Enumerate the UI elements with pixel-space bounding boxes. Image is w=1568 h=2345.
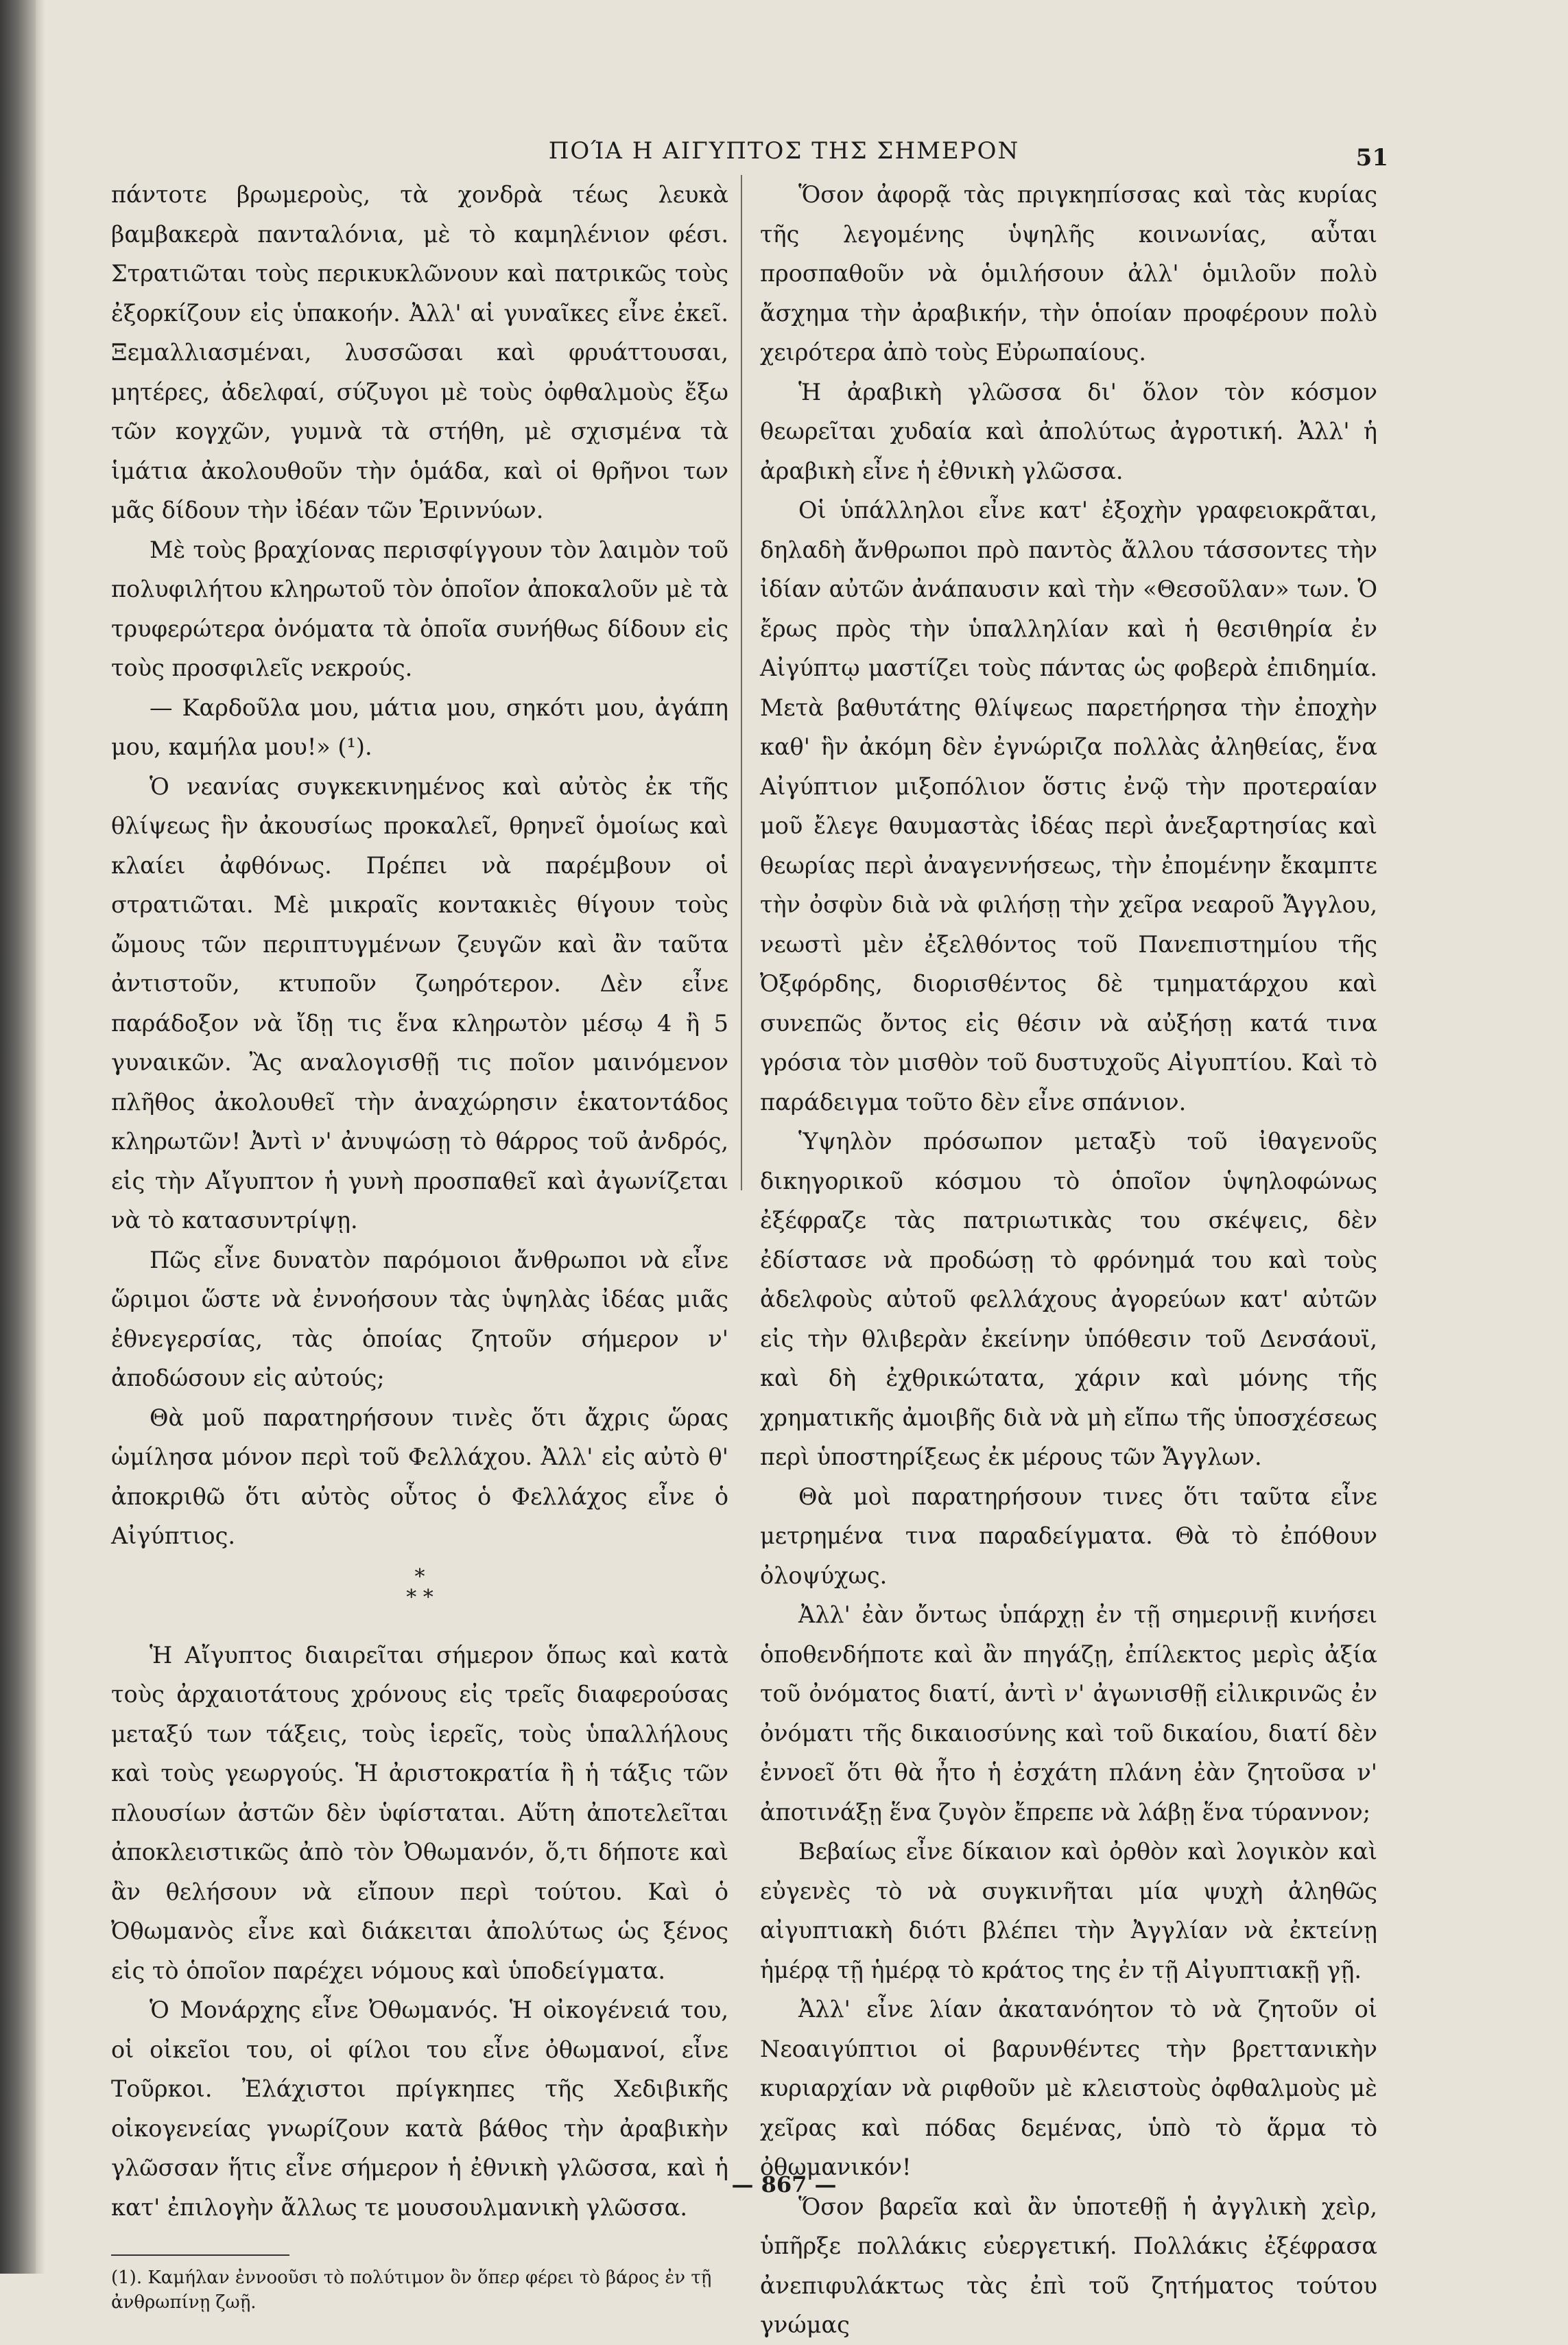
- paragraph: Ἀλλ' εἶνε λίαν ἀκατανόητον τὸ νὰ ζητοῦν οἱ Νεοαιγύπτιοι οἱ βαρυνθέντες τὴν βρεττανικὴν κυριαρχίαν νὰ ριφθοῦν μὲ κλειστοὺς ὀφθαλμοὺς μὲ χεῖρας καὶ πόδας δεμένας, ὑπὸ τὸ ἅρμα τὸ ὀθωμανικόν!: [760, 1996, 1377, 2180]
- column-divider: [741, 175, 742, 1190]
- dialogue-line: — Καρδοῦλα μου, μάτια μου, σηκότι μου, ἀγάπη μου, καμήλα μου!» (¹).: [111, 694, 728, 760]
- paragraph: Ὁ νεανίας συγκεκινημένος καὶ αὐτὸς ἐκ τῆς θλίψεως ἣν ἀκουσίως προκαλεῖ, θρηνεῖ ὁμοίως καὶ κλαίει ἀφθόνως. Πρέπει νὰ παρέμβουν οἱ στρατιῶται. Μὲ μικραῖς κοντακιὲς θίγουν τοὺς ὤμους τῶν περιπτυγμένων ζευγῶν καὶ ἂν ταῦτα ἀντιστοῦν, κτυποῦν ζωηρότερον. Δὲν εἶνε παράδοξον νὰ ἴδῃ τις ἕνα κληρωτὸν μέσῳ 4 ἢ 5 γυναικῶν. Ἂς αναλογισθῇ τις ποῖον μαινόμενον πλῆθος ἀκολουθεῖ τὴν ἀναχώρησιν ἑκατοντάδος κληρωτῶν! Ἀντὶ ν' ἀνυψώσῃ τὸ θάρρος τοῦ ἀνδρός, εἰς τὴν Αἴγυπτον ἡ γυνὴ προσπαθεῖ καὶ ἀγωνίζεται νὰ τὸ κατασυντρίψῃ.: [111, 773, 728, 1234]
- paragraph: Οἱ ὑπάλληλοι εἶνε κατ' ἐξοχὴν γραφειοκρᾶται, δηλαδὴ ἄνθρωποι πρὸ παντὸς ἄλλου τάσσοντες τὴν ἰδίαν αὐτῶν ἀνάπαυσιν καὶ τὴν «Θεσοῦλαν» των. Ὁ ἔρως πρὸς τὴν ὑπαλληλίαν καὶ ἡ θεσιθηρία ἐν Αἰγύπτῳ μαστίζει τοὺς πάντας ὡς φοβερὰ ἐπιδημία. Μετὰ βαθυτάτης θλίψεως παρετήρησα τὴν ἐποχὴν καθ' ἣν ἀκόμη δὲν ἐγνώριζα πολλὰς ἀληθείας, ἕνα Αἰγύπτιον μιξοπόλιον ὅστις ἐνῷ τὴν προτεραίαν μοῦ ἔλεγε θαυμαστὰς ἰδέας περὶ ἀνεξαρτησίας καὶ θεωρίας περὶ ἀναγεννήσεως, τὴν ἐπομένην ἔκαμπτε τὴν ὀσφὺν διὰ νὰ φιλήσῃ τὴν χεῖρα νεαροῦ Ἄγγλου, νεωστὶ μὲν ἐξελθόντος τοῦ Πανεπιστημίου τῆς Ὀξφόρδης, διορισθέντος δὲ τμηματάρχου καὶ συνεπῶς ὄντος εἰς θέσιν νὰ αὐξήσῃ κατά τινα γρόσια τὸν μισθὸν τοῦ δυστυχοῦς Αἰγυπτίου. Καὶ τὸ παράδειγμα τοῦτο δὲν εἶνε σπάνιον.: [760, 497, 1377, 1116]
- paragraph: Ὁ Μονάρχης εἶνε Ὀθωμανός. Ἡ οἰκογένειά του, οἱ οἰκεῖοι του, οἱ φίλοι του εἶνε ὀθωμανοί, εἶνε Τοῦρκοι. Ἐλάχιστοι πρίγκηπες τῆς Χεδιβικῆς οἰκογενείας γνωρίζουν κατὰ βάθος τὴν ἀραβικὴν γλῶσσαν ἥτις εἶνε σήμερον ἡ ἐθνικὴ γλῶσσα, καὶ ἡ κατ' ἐπιλογὴν ἄλλως τε μουσουλμανικὴ γλῶσσα.: [111, 1996, 728, 2221]
- binding-gutter: [0, 0, 36, 2274]
- footnote: (1). Καμήλαν ἐννοοῦσι τὸ πολύτιμον ὃν ὅπερ φέρει τὸ βάρος ἐν τῇ ἀνθρωπίνῃ ζωῇ.: [111, 2267, 712, 2313]
- paragraph: Βεβαίως εἶνε δίκαιον καὶ ὀρθὸν καὶ λογικὸν καὶ εὐγενὲς τὸ νὰ συγκινῆται μία ψυχὴ ἀληθῶς αἰγυπτιακὴ διότι βλέπει τὴν Ἀγγλίαν νὰ ἐκτείνῃ ἡμέρᾳ τῇ ἡμέρᾳ τὸ κράτος της ἐν τῇ Αἰγυπτιακῇ γῇ.: [760, 1838, 1377, 1983]
- running-title: ΠΟΊΑ Η ΑΙΓΥΠΤΟΣ ΤΗΣ ΣΗΜΕΡΟΝ: [548, 137, 1020, 165]
- left-column: [111, 175, 728, 2315]
- page-number: 51: [1355, 144, 1388, 172]
- page-edge-shadow: [36, 0, 45, 2274]
- bottom-folio: — 867 —: [731, 2171, 837, 2197]
- paragraph: Πῶς εἶνε δυνατὸν παρόμοιοι ἄνθρωποι νὰ εἶνε ὥριμοι ὥστε νὰ ἐννοήσουν τὰς ὑψηλὰς ἰδέας μιᾶς ἐθνεγερσίας, τὰς ὁποίας ζητοῦν σήμερον ν' ἀποδώσουν εἰς αὐτούς;: [111, 1246, 728, 1391]
- paragraph: Μὲ τοὺς βραχίονας περισφίγγουν τὸν λαιμὸν τοῦ πολυφιλήτου κληρωτοῦ τὸν ὁποῖον ἀποκαλοῦν μὲ τὰ τρυφερώτερα ὀνόματα τὰ ὁποῖα συνήθως δίδουν εἰς τοὺς προσφιλεῖς νεκρούς.: [111, 536, 728, 681]
- section-break-asterism: * * *: [406, 1564, 433, 1610]
- paragraph: Ἀλλ' ἐὰν ὄντως ὑπάρχῃ ἐν τῇ σημερινῇ κινήσει ὁποθενδήποτε καὶ ἂν πηγάζῃ, ἐπίλεκτος μερὶς ἀξία τοῦ ὀνόματος διατί, ἀντὶ ν' ἀγωνισθῇ εἰλικρινῶς ἐν ὀνόματι τῆς δικαιοσύνης καὶ τοῦ δικαίου, διατί δὲν ἐννοεῖ ὅτι θὰ ἦτο ἡ ἐσχάτη πλάνη ἐὰν ζητοῦσα ν' ἀποτινάξῃ ἕνα ζυγὸν ἔπρεπε νὰ λάβῃ ἕνα τύραννον;: [760, 1601, 1377, 1826]
- paragraph: Ἡ ἀραβικὴ γλῶσσα δι' ὅλον τὸν κόσμον θεωρεῖται χυδαία καὶ ἀπολύτως ἀγροτική. Ἀλλ' ἡ ἀραβικὴ εἶνε ἡ ἐθνικὴ γλῶσσα.: [760, 378, 1377, 484]
- footnote-rule: [111, 2254, 289, 2256]
- right-column: [760, 175, 1377, 2345]
- paragraph: Ὅσον βαρεῖα καὶ ἂν ὑποτεθῇ ἡ ἀγγλικὴ χεὶρ, ὑπῆρξε πολλάκις εὐεργετική. Πολλάκις ἐξέφρασα ἀνεπιφυλάκτως τὰς ἐπὶ τοῦ ζητήματος τούτου γνώμας: [760, 2193, 1377, 2338]
- paragraph: Ὑψηλὸν πρόσωπον μεταξὺ τοῦ ἰθαγενοῦς δικηγορικοῦ κόσμου τὸ ὁποῖον ὑψηλοφώνως ἐξέφραζε τὰς πατριωτικὰς του σκέψεις, δὲν ἐδίστασε νὰ προδώσῃ τὸ φρόνημά του καὶ τοὺς ἀδελφοὺς αὐτοῦ φελλάχους ἀγορεύων κατ' αὐτῶν εἰς τὴν θλιβερὰν ἐκείνην ὑπόθεσιν τοῦ Δενσάουϊ, καὶ δὴ ἐχθρικώτατα, χάριν καὶ μόνης τῆς χρηματικῆς ἀμοιβῆς διὰ νὰ μὴ εἴπω τῆς ὑποσχέσεως περὶ ὑποστηρίξεως ἐκ μέρους τῶν Ἄγγλων.: [760, 1128, 1377, 1470]
- paragraph: Ὅσον ἀφορᾷ τὰς πριγκηπίσσας καὶ τὰς κυρίας τῆς λεγομένης ὑψηλῆς κοινωνίας, αὗται προσπαθοῦν νὰ ὁμιλήσουν ἀλλ' ὁμιλοῦν πολὺ ἄσχημα τὴν ἀραβικήν, τὴν ὁποίαν προφέρουν πολὺ χειρότερα ἀπὸ τοὺς Εὐρωπαίους.: [760, 181, 1377, 366]
- paragraph: Θὰ μοῦ παρατηρήσουν τινὲς ὅτι ἄχρις ὥρας ὡμίλησα μόνον περὶ τοῦ Φελλάχου. Ἀλλ' εἰς αὐτὸ θ' ἀποκριθῶ ὅτι αὐτὸς οὗτος ὁ Φελλάχος εἶνε ὁ Αἰγύπτιος.: [111, 1404, 728, 1549]
- paragraph: Θὰ μοὶ παρατηρήσουν τινες ὅτι ταῦτα εἶνε μετρημένα τινα παραδείγματα. Θὰ τὸ ἐπόθουν ὀλοψύχως.: [760, 1483, 1377, 1589]
- paragraph: Ἡ Αἴγυπτος διαιρεῖται σήμερον ὅπως καὶ κατὰ τοὺς ἀρχαιοτάτους χρόνους εἰς τρεῖς διαφερούσας μεταξύ των τάξεις, τοὺς ἱερεῖς, τοὺς ὑπαλλήλους καὶ τοὺς γεωργούς. Ἡ ἀριστοκρατία ἢ ἡ τάξις τῶν πλουσίων ἀστῶν δὲν ὑφίσταται. Αὕτη ἀποτελεῖται ἀποκλειστικῶς ἀπὸ τὸν Ὀθωμανόν, ὅ,τι δήποτε καὶ ἂν θελήσουν νὰ εἴπουν περὶ τούτου. Καὶ ὁ Ὀθωμανὸς εἶνε καὶ διάκειται ἀπολύτως ὡς ξένος εἰς τὸ ὁποῖον παρέχει νόμους καὶ ὑποδείγματα.: [111, 1641, 728, 1984]
- paragraph: πάντοτε βρωμεροὺς, τὰ χονδρὰ τέως λευκὰ βαμβακερὰ πανταλόνια, μὲ τὸ καμηλένιον φέσι. Στρατιῶται τοὺς περικυκλῶνουν καὶ πατρικῶς τοὺς ἐξορκίζουν εἰς ὑπακοήν. Ἀλλ' αἱ γυναῖκες εἶνε ἐκεῖ. Ξεμαλλιασμέναι, λυσσῶσαι καὶ φρυάττουσαι, μητέρες, ἀδελφαί, σύζυγοι μὲ τοὺς ὀφθαλμοὺς ἔξω τῶν κογχῶν, γυμνὰ τὰ στήθη, μὲ σχισμένα τὰ ἱμάτια ἀκολουθοῦν τὴν ὁμάδα, καὶ οἱ θρῆνοι των μᾶς δίδουν τὴν ἰδέαν τῶν Ἐριννύων.: [111, 181, 728, 523]
